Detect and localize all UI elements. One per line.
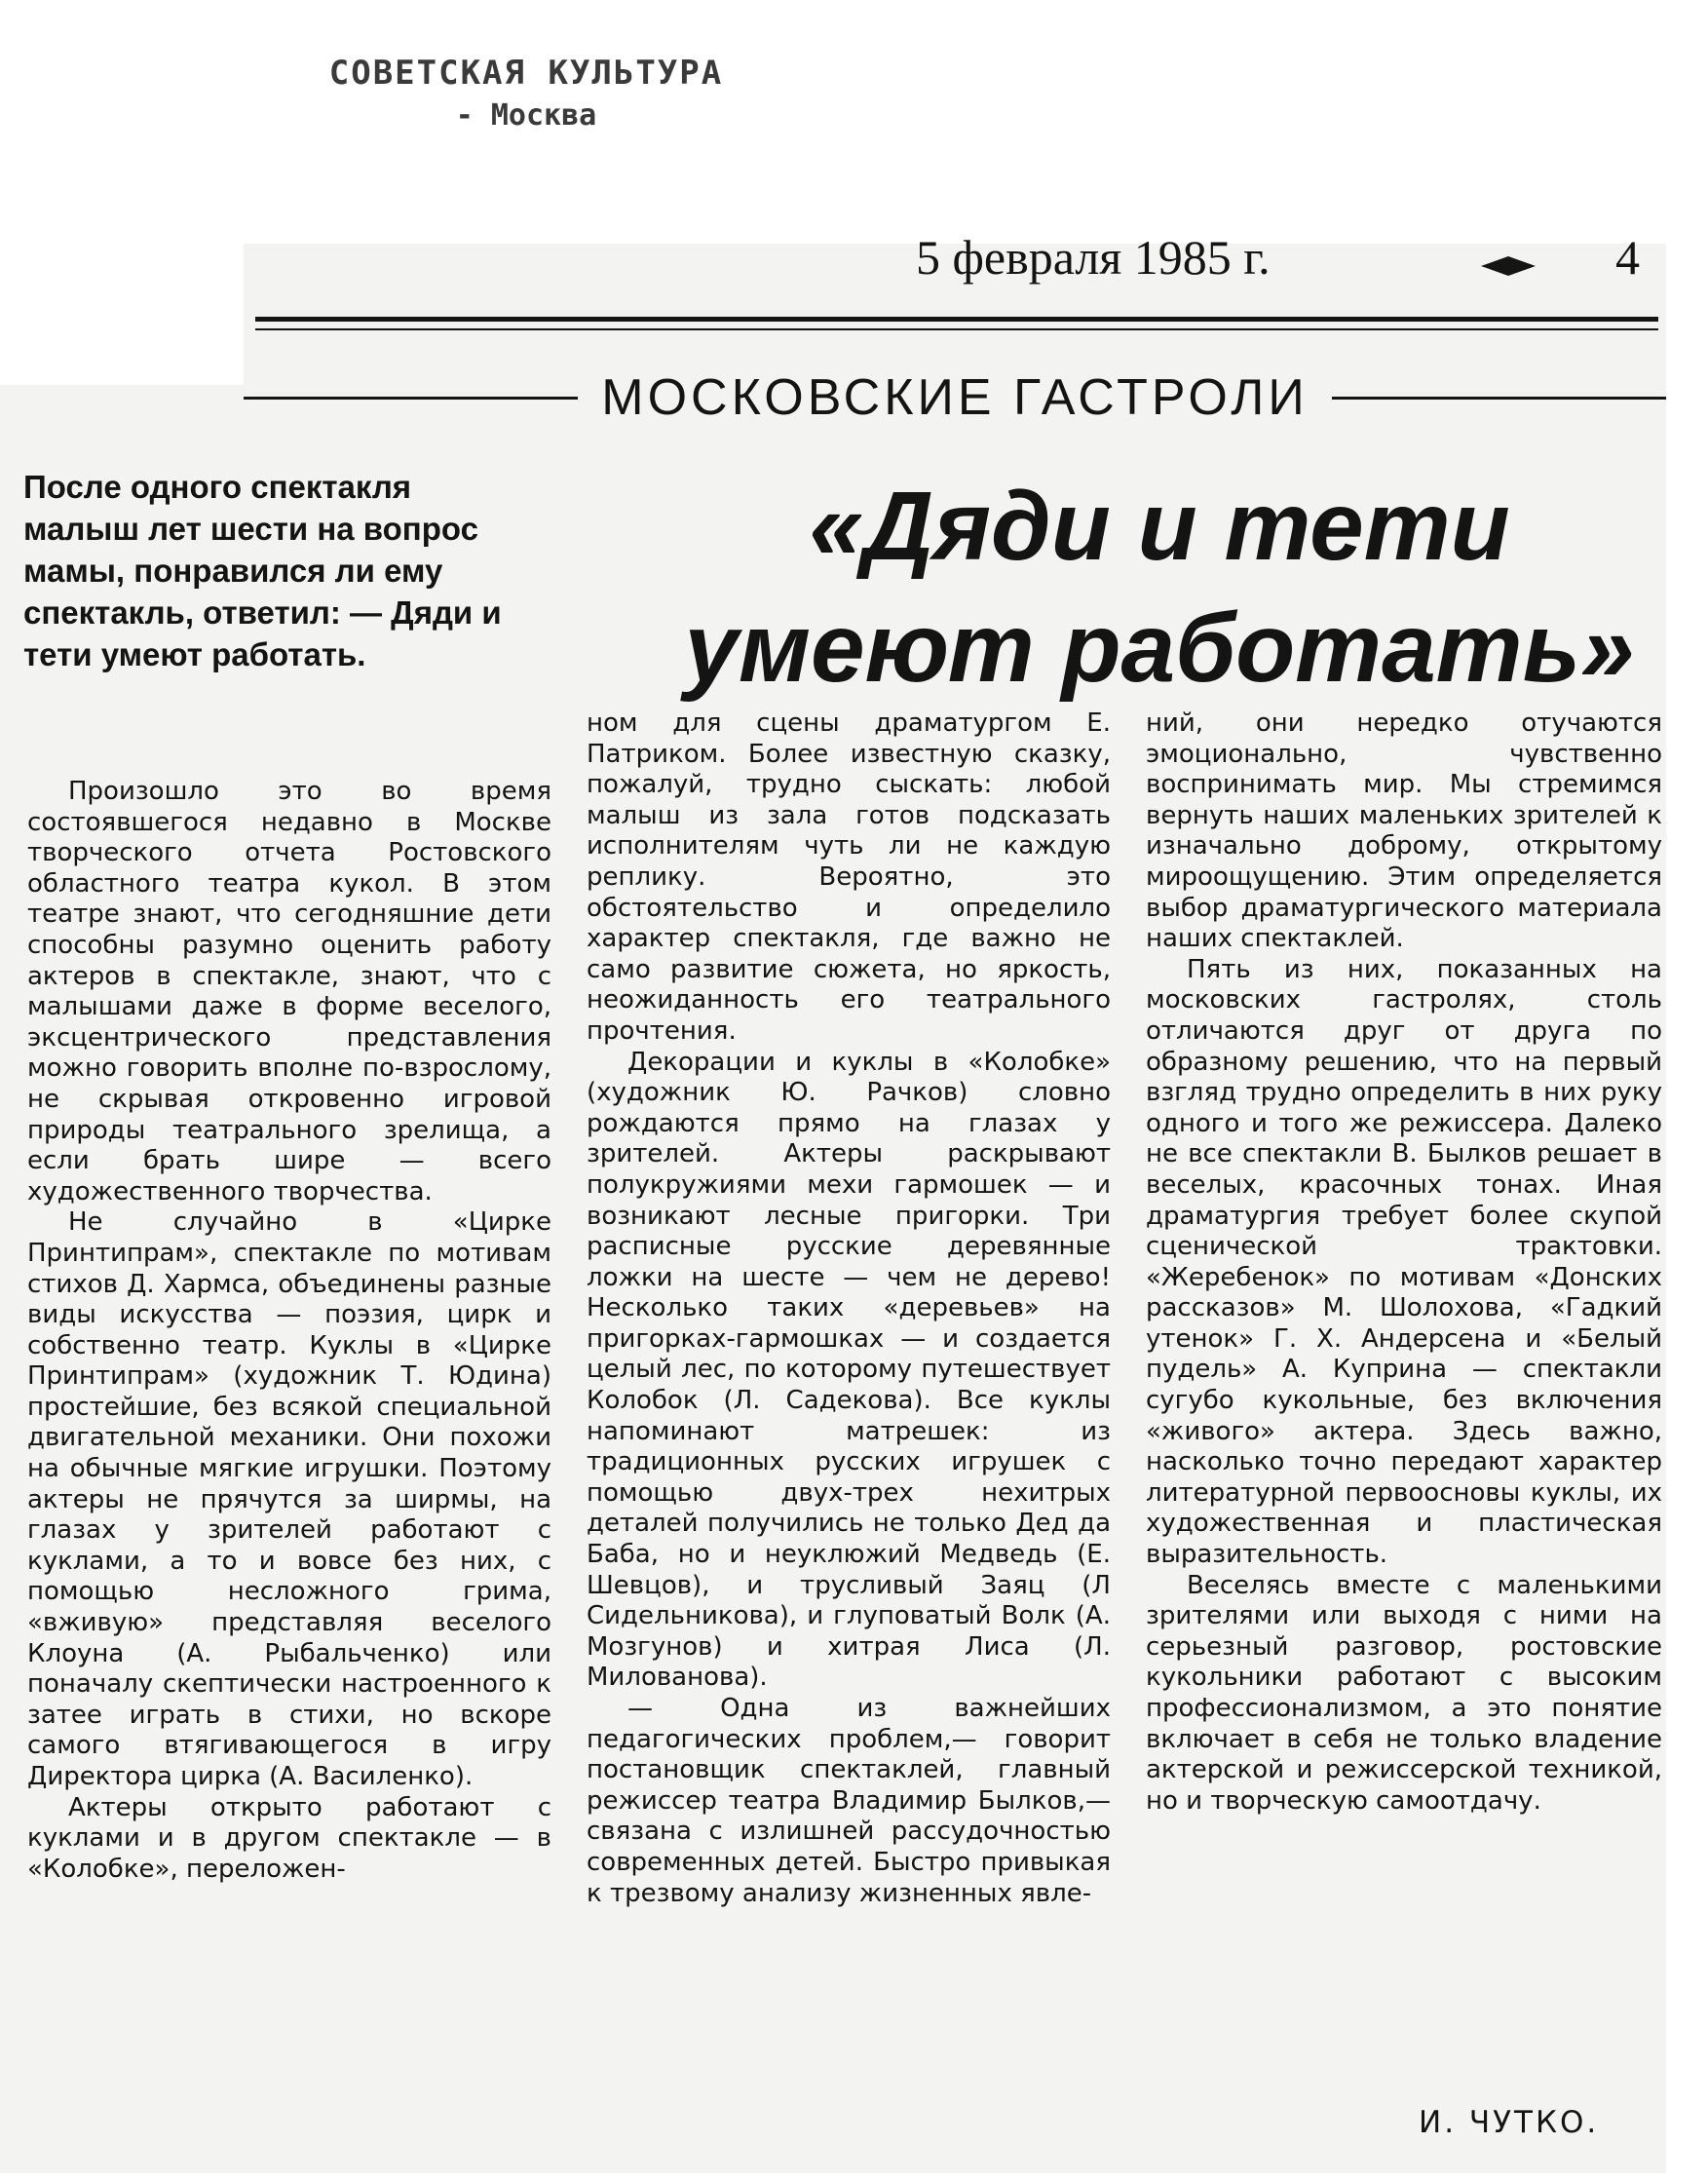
paragraph: Актеры открыто работают с куклами и в другом спектакле — в «Колобке», переложен- (27, 1792, 551, 1884)
header-rule-thin (255, 328, 1658, 330)
headline-line-2: умеют работать» (684, 593, 1635, 703)
rubric-title: МОСКОВСКИЕ ГАСТРОЛИ (601, 369, 1309, 426)
headline-line-1: «Дяди и тети (809, 472, 1510, 581)
paragraph: Веселясь вместе с маленькими зрителями или выходя с ними на серьезный разговор, ростовские кукольники работают с высоким профессионализмом, а это понятие включает в себя не только владение актерской и режиссерской техникой, но и творческую самоотдачу. (1146, 1570, 1662, 1816)
diamond-ornament-icon (1481, 256, 1536, 276)
paragraph: Декорации и куклы в «Колобке» (художник Ю. Рачков) словно рождаются прямо на глазах у зрителей. Актеры раскрывают полукружиями мехи гармошек — и возникают лесные пригорки. Три расписные русские деревянные ложки на шесте — чем не дерево! Несколько таких «деревьев» на пригорках-гармошках — и создается целый лес, по которому путешествует Колобок (Л. Садекова). Все куклы напоминают матрешек: из традиционных русских игрушек с помощью двух-трех нехитрых деталей получились не только Дед да Баба, но и неуклюжий Медведь (Е. Шевцов), и трусливый Заяц (Л Сидельникова), и глуповатый Волк (А. Мозгунов) и хитрая Лиса (Л. Милованова). (587, 1047, 1111, 1693)
paragraph: Произошло это во время состоявшегося недавно в Москве творческого отчета Ростовского областного театра кукол. В этом театре знают, что сегодняшние дети способны разумно оценить работу актеров в спектакле, знают, что с малышами даже в форме веселого, эксцентрического представления можно говорить вполне по-взрослому, не скрывая откровенно игровой природы театрального зрелища, а если брать шире — всего художественного творчества. (27, 777, 551, 1206)
rubric (244, 368, 1666, 427)
page-number: 4 (1615, 230, 1640, 285)
paragraph-continued: ном для сцены драматургом Е. Патриком. Более известную сказку, пожалуй, трудно сыскать: любой малыш из зала готов подсказать исполнителям чуть ли не каждую реплику. Вероятно, это обстоятельство и определило характер спектакля, где важно не само развитие сюжета, но яркость, неожиданность его театрального прочтения. (587, 708, 1111, 1046)
issue-date: 5 февраля 1985 г. (916, 230, 1271, 285)
paragraph-continued: ний, они нередко отучаются эмоционально, чувственно воспринимать мир. Мы стремимся вернуть наших маленьких зрителей к изначально доброму, открытому мироощущению. Этим определяется выбор драматургического материала наших спектаклей. (1146, 708, 1662, 954)
header-rule (255, 317, 1658, 322)
article-column-2 (587, 708, 1111, 1909)
article-column-3 (1146, 708, 1662, 1817)
dateline (906, 229, 1656, 297)
stamp-title: СОВЕТСКАЯ КУЛЬТУРА (328, 54, 724, 93)
paragraph: Не случайно в «Цирке Принтипрам», спектакле по мотивам стихов Д. Хармса, объединены разные виды искусства — поэзия, цирк и собственно театр. Куклы в «Цирке Принтипрам» (художник Т. Юдина) простейшие, без всякой специальной двигательной механики. Они похожи на обычные мягкие игрушки. Поэтому актеры не прячутся за ширмы, на глазах у зрителей работают с куклами, а то и вовсе без них, с помощью несложного грима, «вживую» представляя веселого Клоуна (А. Рыбальченко) или поначалу скептически настроенного к затее играть в стихи, но вскоре самого втягивающегося в игру Директора цирка (А. Василенко). (27, 1207, 551, 1791)
stamp-city: - Москва (455, 98, 597, 133)
author-signature: И. ЧУТКО. (1419, 2105, 1600, 2140)
article-column-1 (27, 777, 551, 1885)
rubric-line-left (244, 397, 578, 400)
article-headline (624, 466, 1695, 709)
newspaper-stamp (292, 54, 760, 133)
paragraph: — Одна из важнейших педагогических проблем,— говорит постановщик спектаклей, главный режиссер театра Владимир Былков,— связана с излишней рассудочностью современных детей. Быстро привыкая к трезвому анализу жизненных явле- (587, 1694, 1111, 1908)
paragraph: Пять из них, показанных на московских гастролях, столь отличаются друг от друга по образному решению, что на первый взгляд трудно определить в них руку одного и того же режиссера. Далеко не все спектакли В. Былков решает в веселых, красочных тонах. Иная драматургия требует более скупой сценической трактовки. «Жеребенок» по мотивам «Донских рассказов» М. Шолохова, «Гадкий утенок» Г. Х. Андерсена и «Белый пудель» А. Куприна — спектакли сугубо кукольные, без включения «живого» актера. Здесь важно, насколько точно передают характер литературной первоосновы куклы, их художественная и пластическая выразительность. (1146, 954, 1662, 1570)
rubric-line-right (1332, 397, 1666, 400)
lead-paragraph: После одного спектакля малыш лет шести на вопрос мамы, понравился ли ему спектакль, ответил: — Дяди и тети умеют работать. (23, 469, 502, 672)
